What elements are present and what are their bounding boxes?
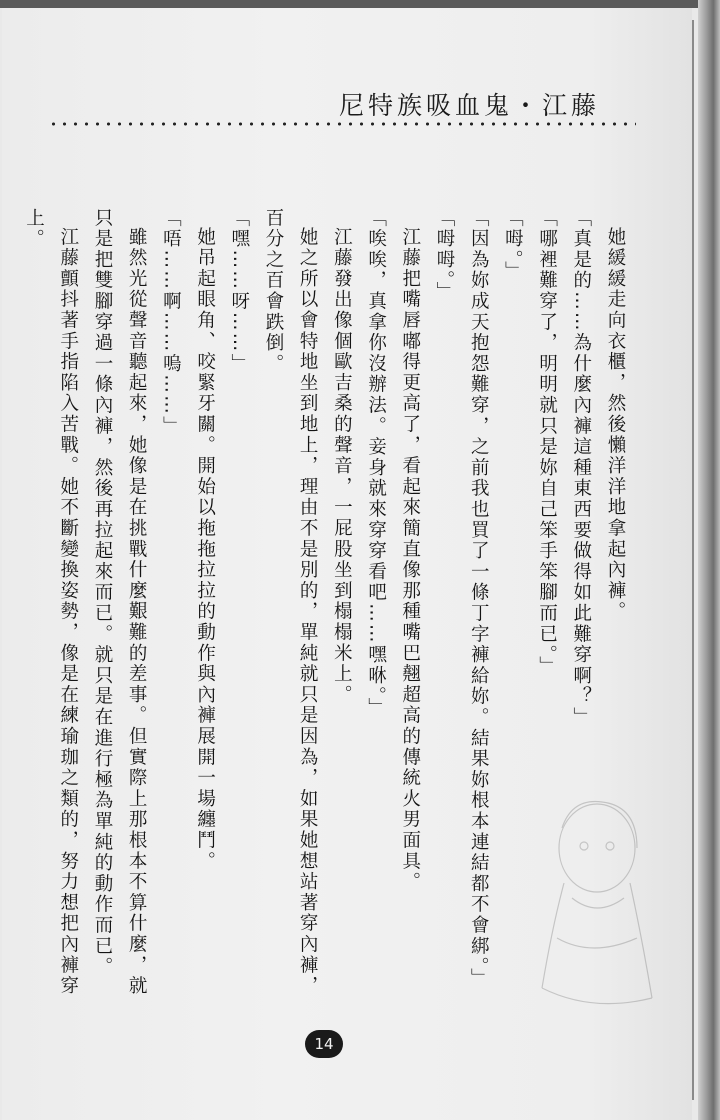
paragraph: 江藤把嘴唇嘟得更高了，看起來簡直像那種嘴巴翹超高的傳統火男面具。 — [399, 226, 421, 893]
paragraph: 「唔……啊……嗚……」 — [160, 208, 182, 437]
paragraph: 她緩緩走向衣櫃，然後懶洋洋地拿起內褲。 — [605, 226, 626, 622]
paper-sheet — [2, 8, 692, 1120]
page-top-edge — [0, 0, 720, 8]
paragraph: 「呣呣。」 — [433, 208, 455, 303]
paragraph: 雖然光從聲音聽起來，她像是在挑戰什麼艱難的差事。但實際上那根本不算什麼，就只是把雙腳穿過一條內褲，然後再拉起來而已。就只是在進行極為單純的動作而已。 — [91, 208, 148, 997]
paragraph: 她吊起眼角、咬緊牙關。開始以拖拖拉拉的動作與內褲展開一場纏鬥。 — [194, 226, 216, 872]
paragraph: 「嘿……呀……」 — [228, 208, 250, 375]
paragraph: 「唉唉，真拿你沒辦法。妾身就來穿穿看吧……嘿咻。」 — [365, 208, 387, 719]
book-spine-shadow — [698, 0, 720, 1120]
binding-line — [692, 20, 694, 1100]
paragraph: 她之所以會特地坐到地上，理由不是別的，單純就只是因為，如果她想站著穿內褲，百分之百會跌倒。 — [262, 208, 319, 997]
paragraph: 「因為妳成天抱怨難穿，之前我也買了一條丁字褲給妳。結果妳根本連結都不會綁。」 — [468, 208, 490, 990]
paragraph: 江藤發出像個歐吉桑的聲音，一屁股坐到榻榻米上。 — [331, 226, 353, 705]
paragraph: 「哪裡難穿了，明明就只是妳自己笨手笨腳而已。」 — [536, 208, 558, 678]
paragraph: 江藤顫抖著手指陷入苦戰。她不斷變換姿勢，像是在練瑜珈之類的，努力想把內褲穿上。 — [23, 208, 79, 997]
page-number-badge: 14 — [305, 1030, 343, 1058]
body-text-area — [23, 208, 632, 1008]
paragraph: 「真是的……為什麼內褲這種東西要做得如此難穿啊？」 — [570, 208, 592, 728]
header-dotted-rule — [48, 122, 636, 126]
paragraph: 「呣。」 — [502, 208, 524, 282]
running-header-title: 尼特族吸血鬼・江藤 — [338, 91, 600, 120]
vertical-text-block — [16, 208, 632, 1008]
